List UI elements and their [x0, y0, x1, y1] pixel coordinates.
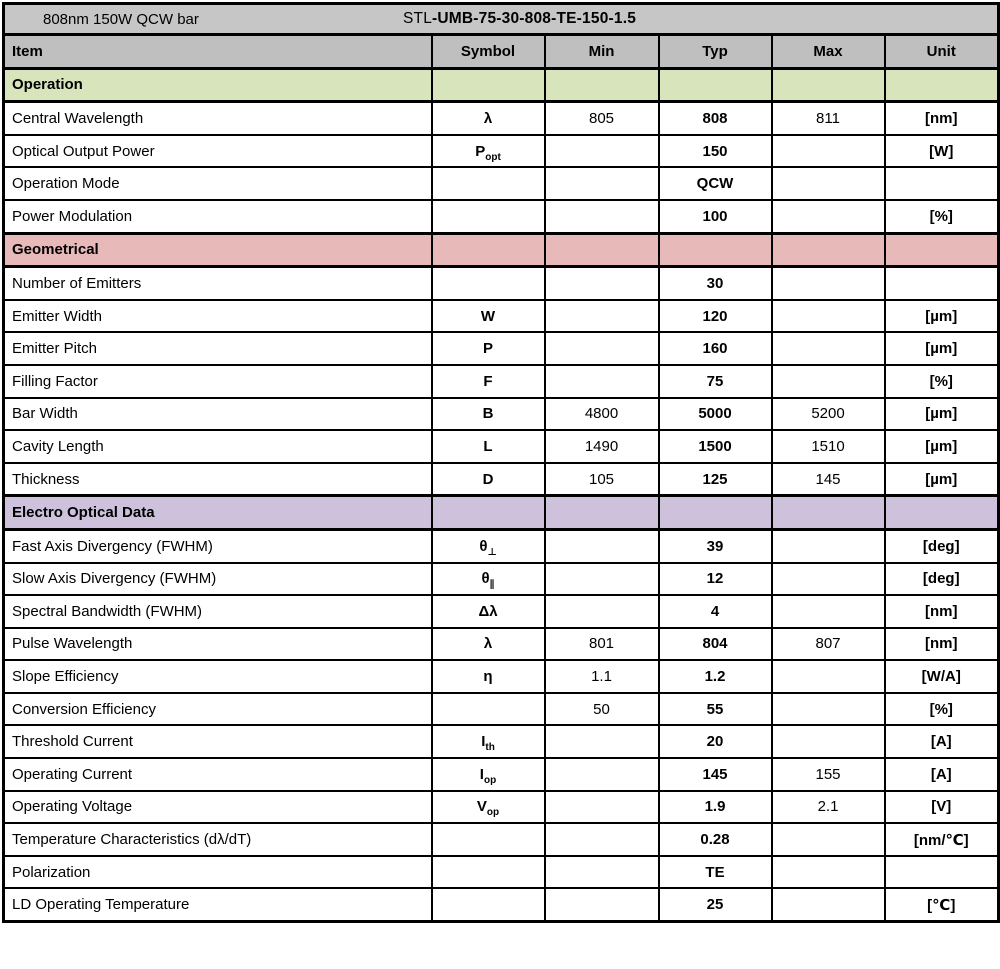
cell-min: [545, 856, 659, 889]
cell-item: Conversion Efficiency: [4, 693, 432, 726]
cell-typ: 30: [659, 267, 772, 300]
cell-max: [772, 693, 885, 726]
cell-min: 805: [545, 102, 659, 135]
table-row: [4, 628, 999, 661]
column-header-max: Max: [772, 35, 885, 69]
cell-unit: [nm]: [885, 102, 999, 135]
cell-unit: [%]: [885, 365, 999, 398]
cell-typ: 150: [659, 135, 772, 168]
cell-typ: 75: [659, 365, 772, 398]
cell-item: Number of Emitters: [4, 267, 432, 300]
cell-min: [545, 200, 659, 233]
cell-max: 155: [772, 758, 885, 791]
section-empty-cell: [885, 68, 999, 102]
cell-item: Polarization: [4, 856, 432, 889]
cell-min: [545, 595, 659, 628]
model-suffix: -UMB-75-30-808-TE-150-1.5: [432, 10, 637, 27]
cell-typ: 4: [659, 595, 772, 628]
table-row: [4, 693, 999, 726]
cell-typ: 120: [659, 300, 772, 333]
cell-min: [545, 888, 659, 921]
cell-min: 801: [545, 628, 659, 661]
cell-max: [772, 332, 885, 365]
cell-item: Filling Factor: [4, 365, 432, 398]
cell-typ: 145: [659, 758, 772, 791]
cell-symbol: [432, 200, 545, 233]
cell-symbol: [432, 267, 545, 300]
cell-item: Operating Voltage: [4, 791, 432, 824]
cell-min: [545, 365, 659, 398]
cell-item: Slope Efficiency: [4, 660, 432, 693]
section-empty-cell: [772, 233, 885, 267]
cell-symbol: $\theta_\parallel$: [432, 563, 545, 596]
cell-item: Optical Output Power: [4, 135, 432, 168]
cell-min: [545, 332, 659, 365]
cell-max: [772, 725, 885, 758]
section-empty-cell: [545, 496, 659, 530]
cell-item: Threshold Current: [4, 725, 432, 758]
section-empty-cell: [545, 233, 659, 267]
cell-max: [772, 267, 885, 300]
section-empty-cell: [772, 68, 885, 102]
table-row: [4, 332, 999, 365]
cell-unit: [deg]: [885, 529, 999, 562]
cell-max: [772, 856, 885, 889]
cell-typ: 5000: [659, 398, 772, 431]
section-empty-cell: [885, 496, 999, 530]
cell-item: Cavity Length: [4, 430, 432, 463]
symbol-subscript: ∥: [489, 579, 495, 591]
cell-min: 1.1: [545, 660, 659, 693]
cell-unit: [µm]: [885, 430, 999, 463]
cell-min: [545, 758, 659, 791]
column-header-symbol: Symbol: [432, 35, 545, 69]
cell-symbol: [432, 823, 545, 856]
table-row: [4, 563, 999, 596]
cell-symbol: [432, 167, 545, 200]
table-row: [4, 300, 999, 333]
section-empty-cell: [432, 233, 545, 267]
cell-item: Power Modulation: [4, 200, 432, 233]
spec-table: [2, 2, 1000, 923]
cell-unit: [℃]: [885, 888, 999, 921]
section-label-cell: Geometrical: [4, 233, 432, 267]
table-row: [4, 398, 999, 431]
cell-unit: [nm]: [885, 628, 999, 661]
cell-item: Central Wavelength: [4, 102, 432, 135]
cell-min: 1490: [545, 430, 659, 463]
cell-max: [772, 595, 885, 628]
cell-max: [772, 563, 885, 596]
cell-unit: [deg]: [885, 563, 999, 596]
symbol-subscript: opt: [485, 151, 501, 163]
cell-unit: [nm]: [885, 595, 999, 628]
cell-typ: 12: [659, 563, 772, 596]
section-empty-cell: [659, 496, 772, 530]
section-empty-cell: [545, 68, 659, 102]
symbol-subscript: th: [485, 742, 495, 754]
cell-min: [545, 791, 659, 824]
cell-max: [772, 529, 885, 562]
section-label-cell: Electro Optical Data: [4, 496, 432, 530]
section-empty-cell: [432, 496, 545, 530]
product-name: 808nm 150W QCW bar: [43, 10, 199, 28]
table-row: [4, 135, 999, 168]
table-row: [4, 595, 999, 628]
cell-typ: QCW: [659, 167, 772, 200]
cell-symbol: $P_{opt}$: [432, 135, 545, 168]
symbol-subscript: ⊥: [487, 546, 497, 558]
cell-unit: [%]: [885, 693, 999, 726]
cell-unit: [W]: [885, 135, 999, 168]
cell-symbol: $\theta_\perp$: [432, 529, 545, 562]
cell-item: Operation Mode: [4, 167, 432, 200]
cell-item: Emitter Width: [4, 300, 432, 333]
section-row: [4, 496, 999, 530]
cell-min: [545, 167, 659, 200]
cell-typ: 100: [659, 200, 772, 233]
cell-symbol: D: [432, 463, 545, 496]
table-row: [4, 102, 999, 135]
table-row: [4, 758, 999, 791]
title-bar: [5, 5, 997, 33]
cell-typ: 0.28: [659, 823, 772, 856]
cell-typ: 808: [659, 102, 772, 135]
cell-min: [545, 823, 659, 856]
cell-unit: [885, 167, 999, 200]
cell-item: Pulse Wavelength: [4, 628, 432, 661]
table-row: [4, 856, 999, 889]
section-label-cell: Operation: [4, 68, 432, 102]
cell-unit: [µm]: [885, 300, 999, 333]
cell-max: 2.1: [772, 791, 885, 824]
column-header-row: [4, 35, 999, 69]
cell-symbol: $V_{op}$: [432, 791, 545, 824]
cell-max: 1510: [772, 430, 885, 463]
cell-unit: [V]: [885, 791, 999, 824]
table-row: [4, 463, 999, 496]
cell-max: [772, 300, 885, 333]
cell-min: [545, 300, 659, 333]
cell-unit: [885, 267, 999, 300]
section-empty-cell: [659, 68, 772, 102]
cell-symbol: W: [432, 300, 545, 333]
cell-symbol: F: [432, 365, 545, 398]
cell-unit: [µm]: [885, 332, 999, 365]
cell-item: Slow Axis Divergency (FWHM): [4, 563, 432, 596]
cell-unit: [%]: [885, 200, 999, 233]
table-row: [4, 200, 999, 233]
cell-max: [772, 365, 885, 398]
cell-symbol: [432, 856, 545, 889]
cell-symbol: $I_{op}$: [432, 758, 545, 791]
cell-max: [772, 823, 885, 856]
table-row: [4, 791, 999, 824]
cell-unit: [885, 856, 999, 889]
cell-min: [545, 267, 659, 300]
cell-min: 105: [545, 463, 659, 496]
cell-unit: [A]: [885, 725, 999, 758]
cell-unit: [µm]: [885, 398, 999, 431]
cell-min: [545, 135, 659, 168]
model-prefix: STL: [403, 10, 433, 27]
column-header-item: Item: [4, 35, 432, 69]
cell-symbol: λ: [432, 102, 545, 135]
cell-typ: 55: [659, 693, 772, 726]
cell-typ: 804: [659, 628, 772, 661]
table-row: [4, 365, 999, 398]
cell-typ: 125: [659, 463, 772, 496]
cell-min: 50: [545, 693, 659, 726]
column-header-unit: Unit: [885, 35, 999, 69]
table-row: [4, 167, 999, 200]
title-bar-cell: [4, 4, 999, 35]
cell-max: [772, 135, 885, 168]
table-row: [4, 660, 999, 693]
cell-max: [772, 888, 885, 921]
cell-item: Temperature Characteristics (dλ/dT): [4, 823, 432, 856]
table-row: [4, 267, 999, 300]
cell-max: [772, 200, 885, 233]
cell-symbol: λ: [432, 628, 545, 661]
cell-min: [545, 563, 659, 596]
section-row: [4, 233, 999, 267]
cell-item: LD Operating Temperature: [4, 888, 432, 921]
table-row: [4, 430, 999, 463]
section-empty-cell: [432, 68, 545, 102]
cell-symbol: $I_{th}$: [432, 725, 545, 758]
section-row: [4, 68, 999, 102]
cell-symbol: [432, 693, 545, 726]
symbol-subscript: op: [483, 774, 497, 786]
cell-unit: [µm]: [885, 463, 999, 496]
cell-unit: [W/A]: [885, 660, 999, 693]
table-row: [4, 529, 999, 562]
cell-max: [772, 167, 885, 200]
model-number: [403, 10, 636, 28]
cell-symbol: P: [432, 332, 545, 365]
cell-max: 811: [772, 102, 885, 135]
cell-unit: [A]: [885, 758, 999, 791]
cell-typ: 160: [659, 332, 772, 365]
cell-min: [545, 529, 659, 562]
cell-typ: 1.2: [659, 660, 772, 693]
cell-typ: 39: [659, 529, 772, 562]
cell-min: 4800: [545, 398, 659, 431]
section-empty-cell: [885, 233, 999, 267]
section-empty-cell: [659, 233, 772, 267]
cell-item: Emitter Pitch: [4, 332, 432, 365]
section-empty-cell: [772, 496, 885, 530]
title-row: [4, 4, 999, 35]
column-header-typ: Typ: [659, 35, 772, 69]
cell-symbol: Δλ: [432, 595, 545, 628]
cell-symbol: η: [432, 660, 545, 693]
cell-max: [772, 660, 885, 693]
column-header-min: Min: [545, 35, 659, 69]
cell-max: 5200: [772, 398, 885, 431]
table-row: [4, 725, 999, 758]
cell-max: 145: [772, 463, 885, 496]
cell-typ: 1.9: [659, 791, 772, 824]
cell-item: Operating Current: [4, 758, 432, 791]
table-row: [4, 823, 999, 856]
cell-max: 807: [772, 628, 885, 661]
cell-unit: [nm/℃]: [885, 823, 999, 856]
cell-symbol: L: [432, 430, 545, 463]
cell-item: Spectral Bandwidth (FWHM): [4, 595, 432, 628]
cell-typ: 25: [659, 888, 772, 921]
cell-symbol: B: [432, 398, 545, 431]
cell-item: Bar Width: [4, 398, 432, 431]
table-row: [4, 888, 999, 921]
cell-typ: TE: [659, 856, 772, 889]
cell-symbol: [432, 888, 545, 921]
cell-item: Thickness: [4, 463, 432, 496]
cell-typ: 1500: [659, 430, 772, 463]
cell-typ: 20: [659, 725, 772, 758]
cell-min: [545, 725, 659, 758]
symbol-subscript: op: [486, 807, 500, 819]
cell-item: Fast Axis Divergency (FWHM): [4, 529, 432, 562]
